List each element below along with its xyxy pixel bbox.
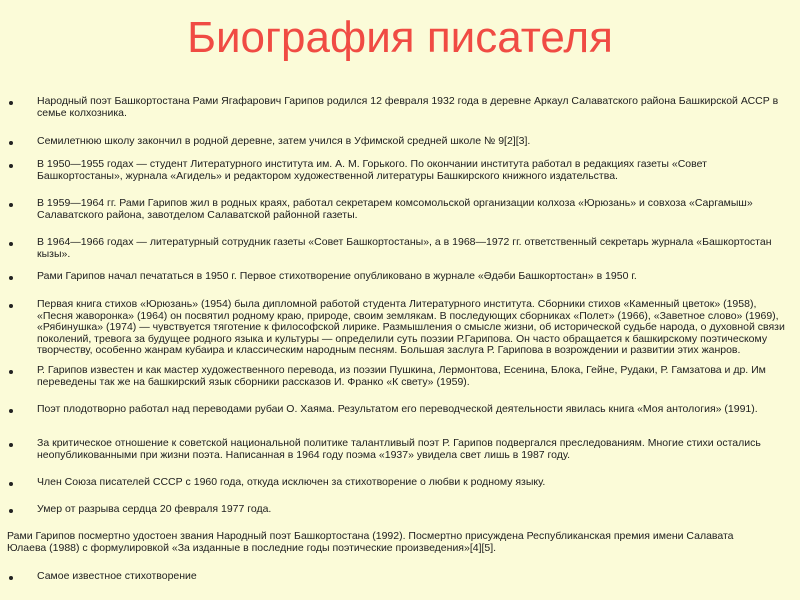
- bullet-text-6: Рами Гарипов начал печататься в 1950 г. Первое стихотворение опубликовано в журнале «Әдәби Башкортостан» в 1950 г.: [37, 270, 637, 282]
- bullet-dot: [9, 203, 13, 207]
- posthumous-paragraph: Рами Гарипов посмертно удостоен звания Народный поэт Башкортостана (1992). Посмертно присуждена Республиканская премия имени Салавата Юлаева (1988) с формулировкой «За изданные в последние годы поэтические произведения»[4][5].: [7, 530, 734, 554]
- bullet-text-7: Первая книга стихов «Юрюзань» (1954) была дипломной работой студента Литературного института. Сборники стихов «Каменный цветок» (1958), «Песня жаворонка» (1964) он посвятил родному краю, природе, своим землякам. В последующих сборниках «Полет» (1966), «Заветное слово» (1969), «Рябинушка» (1974) — чувствуется тяготение к философской лирике. Размышления о смысле жизни, об исторической судьбе народа, о духовной связи поколений, тревога за будущее родного языка и культуры — определили суть поэзии Р.Гарипова. Он часто обращается к башкирскому поэтическому творчеству, особенно жанрам кубаира и классическим народным песням. Большая заслуга Р. Гарипова в возрождении и развитии этих жанров.: [37, 298, 785, 357]
- bullet-dot: [9, 370, 13, 374]
- bullet-dot: [9, 509, 13, 513]
- bullet-dot: [9, 482, 13, 486]
- bullet-text-1: Народный поэт Башкортостана Рами Ягафарович Гарипов родился 12 февраля 1932 года в деревне Аркаул Салаватского района Башкирской АССР в семье колхозника.: [37, 95, 779, 119]
- bullet-dot: [9, 276, 13, 280]
- bullet-text-5: В 1964—1966 годах — литературный сотрудник газеты «Совет Башкортостаны», а в 1968—1972 гг. ответственный секретарь журнала «Башкортостан кызы».: [37, 236, 772, 260]
- bullet-dot: [9, 443, 13, 447]
- bullet-dot: [9, 576, 13, 580]
- bullet-dot: [9, 101, 13, 105]
- bullet-dot: [9, 242, 13, 246]
- bullet-dot: [9, 304, 13, 308]
- bullet-text-4: В 1959—1964 гг. Рами Гарипов жил в родных краях, работал секретарем комсомольской организации колхоза «Юрюзань» и совхоза «Саргамыш» Салаватского района, завотделом Салаватской районной газеты.: [37, 197, 753, 221]
- bullet-text-9: Поэт плодотворно работал над переводами рубаи О. Хаяма. Результатом его переводческой деятельности явилась книга «Моя антология» (1991).: [37, 403, 758, 415]
- slide-title: Биография писателя: [187, 13, 613, 62]
- bullet-dot: [9, 141, 13, 145]
- bullet-text-11: Член Союза писателей СССР с 1960 года, откуда исключен за стихотворение о любви к родному языку.: [37, 476, 546, 488]
- bullet-dot: [9, 409, 13, 413]
- bullet-text-last: Самое известное стихотворение: [37, 570, 197, 582]
- bullet-text-3: В 1950—1955 годах — студент Литературного института им. А. М. Горького. По окончании института работал в редакциях газеты «Совет Башкортостаны», журнала «Агидель» и редактором художественной литературы Башкирского книжного издательства.: [37, 158, 707, 182]
- bullet-dot: [9, 164, 13, 168]
- bullet-text-2: Семилетнюю школу закончил в родной деревне, затем учился в Уфимской средней школе № 9[2][3].: [37, 135, 531, 147]
- bullet-text-12: Умер от разрыва сердца 20 февраля 1977 года.: [37, 503, 272, 515]
- bullet-text-8: Р. Гарипов известен и как мастер художественного перевода, из поэзии Пушкина, Лермонтова, Есенина, Блока, Гейне, Рудаки, Р. Гамзатова и др. Им переведены так же на башкирский язык сборники рассказов И. Франко «К свету» (1959).: [37, 364, 766, 388]
- bullet-text-10: За критическое отношение к советской национальной политике талантливый поэт Р. Гарипов подвергался преследованиям. Многие стихи остались неопубликованными при жизни поэта. Написанная в 1964 году поэма «1937» увидела свет лишь в 1987 году.: [37, 437, 761, 461]
